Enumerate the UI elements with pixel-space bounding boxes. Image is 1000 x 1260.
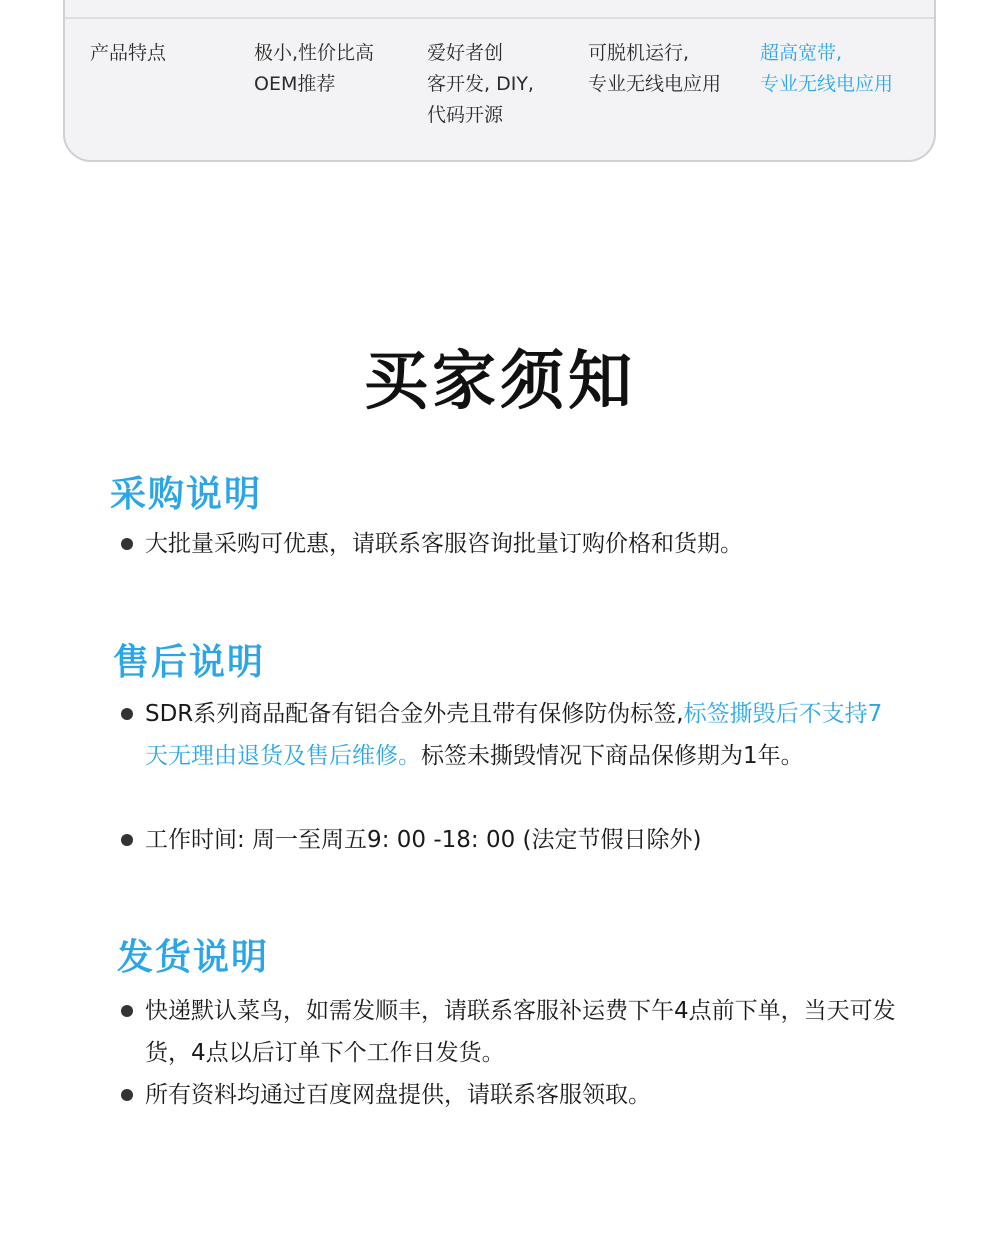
bullet-icon — [121, 1005, 133, 1017]
feature-cell-1 — [254, 38, 374, 100]
list-item-text: 工作时间: 周一至周五9: 00 -18: 00 (法定节假日除外) — [145, 827, 702, 853]
feature-line: 代码开源 — [427, 104, 504, 126]
table-divider — [65, 17, 934, 19]
list-item-text: 标签未撕毁情况下商品保修期为1年。 — [421, 743, 804, 769]
feature-line: 可脱机运行, — [588, 42, 690, 64]
list-item — [121, 523, 901, 565]
bullet-icon — [121, 538, 133, 550]
section-heading-purchase: 采购说明 — [110, 474, 263, 515]
feature-cell-2 — [427, 38, 534, 131]
feature-cell-3 — [588, 38, 721, 100]
feature-cell-4 — [760, 38, 893, 100]
list-item-text: SDR系列商品配备有铝合金外壳且带有保修防伪标签, — [145, 701, 684, 727]
list-item-text: 快递默认菜鸟，如需发顺丰，请联系客服补运费下午4点前下单，当天可发货，4点以后订单下个工作日发货。 — [145, 998, 896, 1066]
feature-line: 专业无线电应用 — [760, 73, 894, 95]
feature-line: 极小,性价比高 — [254, 42, 375, 64]
section-heading-aftersale: 售后说明 — [113, 642, 266, 683]
list-item-highlight: 标签撕毁后不支持7天无理由退货及售后维修。 — [145, 701, 883, 769]
list-item — [121, 990, 901, 1074]
feature-line: 客开发, DIY, — [427, 73, 534, 95]
feature-line: OEM推荐 — [254, 73, 336, 95]
feature-line: 超高宽带, — [760, 42, 843, 64]
page-title: 买家须知 — [364, 345, 636, 419]
product-feature-card — [63, 0, 936, 162]
list-item — [121, 693, 901, 777]
list-item-text: 大批量采购可优惠，请联系客服咨询批量订购价格和货期。 — [145, 531, 743, 557]
feature-line: 爱好者创 — [427, 42, 504, 64]
feature-row-label: 产品特点 — [90, 42, 167, 64]
bullet-icon — [121, 1089, 133, 1101]
section-heading-shipping: 发货说明 — [117, 937, 270, 978]
bullet-icon — [121, 834, 133, 846]
list-item — [121, 1074, 901, 1116]
bullet-icon — [121, 708, 133, 720]
list-item — [121, 819, 901, 861]
list-item-text: 所有资料均通过百度网盘提供，请联系客服领取。 — [145, 1082, 651, 1108]
feature-line: 专业无线电应用 — [588, 73, 722, 95]
